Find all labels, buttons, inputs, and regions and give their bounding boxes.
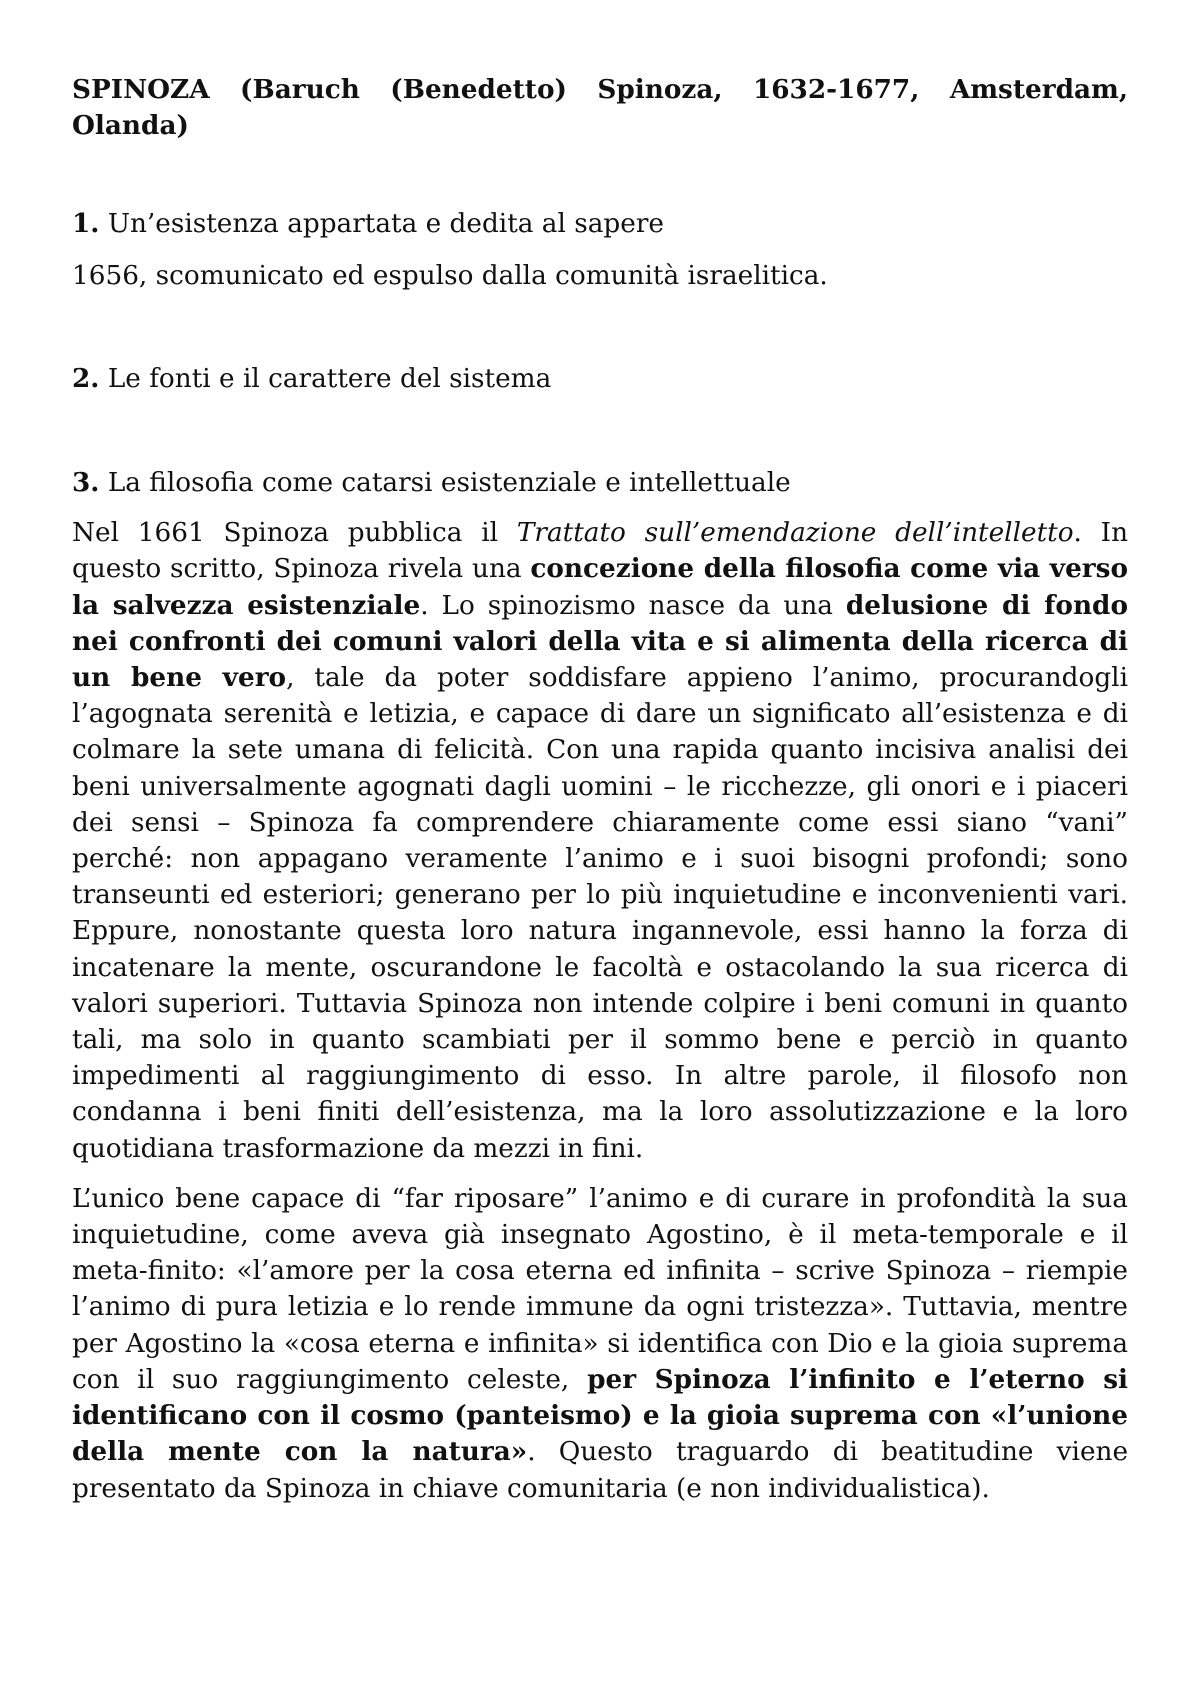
document-page: [72, 72, 1128, 1507]
section-number: 3.: [72, 467, 100, 499]
section-2-heading: [72, 361, 1128, 397]
paragraph-2: [72, 1181, 1128, 1507]
paragraph-text: . Questo traguardo di beatitudine viene presentato da Spinoza in chiave comunitaria (e non individualistica).: [72, 1437, 1129, 1504]
bold-emphasis: delusione di fondo nei confronti dei comuni valori della vita e si alimenta della ricerca di un bene vero: [72, 589, 1128, 694]
bold-emphasis: per Spinoza l’infinito e l’eterno si identificano con il cosmo (panteismo) e la gioia suprema con «l’unione della mente con la natura»: [72, 1363, 1128, 1468]
paragraph-text: , tale da poter soddisfare appieno l’animo, procurandogli l’agognata serenità e letizia, e capace di dare un significato all’esistenza e di colmare la sete umana di felicità. Con una rapida quanto incisiva analisi dei beni universalmente agognati dagli uomini – le ricchezze, gli onori e i piaceri dei sensi – Spinoza fa comprendere chiaramente come essi siano “vani” perché: non appagano veramente l’animo e i suoi bisogni profondi; sono transeunti ed esteriori; generano per lo più inquietudine e inconvenienti vari. Eppure, nonostante questa loro natura ingannevole, essi hanno la forza di incatenare la mente, oscurandone le facoltà e ostacolando la sua ricerca di valori superiori. Tuttavia Spinoza non intende colpire i beni comuni in quanto tali, ma solo in quanto scambiati per il sommo bene e perciò in quanto impedimenti al raggiungimento di esso. In altre parole, il filosofo non condanna i beni finiti dell’esistenza, ma la loro assolutizzazione e la loro quotidiana trasformazione da mezzi in fini.: [72, 663, 1128, 1164]
document-title: SPINOZA (Baruch (Benedetto) Spinoza, 1632-1677, Amsterdam, Olanda): [72, 74, 1128, 142]
section-heading-text: Un’esistenza appartata e dedita al sapere: [107, 209, 664, 240]
section-1-text: 1656, scomunicato ed espulso dalla comunità israelitica.: [72, 260, 828, 291]
book-title: Trattato sull’emendazione dell’intelletto: [516, 518, 1074, 549]
paragraph-1: [72, 515, 1128, 1167]
bold-emphasis: concezione della filosofia come via verso la salvezza esistenziale: [72, 553, 1129, 621]
section-heading-text: La filosofia come catarsi esistenziale e intellettuale: [107, 468, 791, 499]
section-3-heading: [72, 465, 1128, 501]
section-1-heading: [72, 206, 1128, 242]
paragraph-text: Nel 1661 Spinoza pubblica il: [72, 518, 517, 549]
section-number: 1.: [72, 208, 100, 240]
section-number: 2.: [72, 362, 100, 394]
paragraph-text: L’unico bene capace di “far riposare” l’animo e di curare in profondità la sua inquietudine, come aveva già insegnato Agostino, è il meta-temporale e il meta-finito: «l’amore per la cosa eterna ed infinita – scrive Spinoza – riempie l’animo di pura letizia e lo rende immune da ogni tristezza». Tuttavia, mentre per Agostino la «cosa eterna e infinita» si identifica con Dio e la gioia suprema con il suo raggiungimento celeste,: [72, 1183, 1128, 1395]
paragraph-text: . Lo spinozismo nasce da una: [420, 590, 846, 621]
section-heading-text: Le fonti e il carattere del sistema: [107, 363, 552, 394]
paragraph-text: . In questo scritto, Spinoza rivela una: [72, 518, 1129, 585]
